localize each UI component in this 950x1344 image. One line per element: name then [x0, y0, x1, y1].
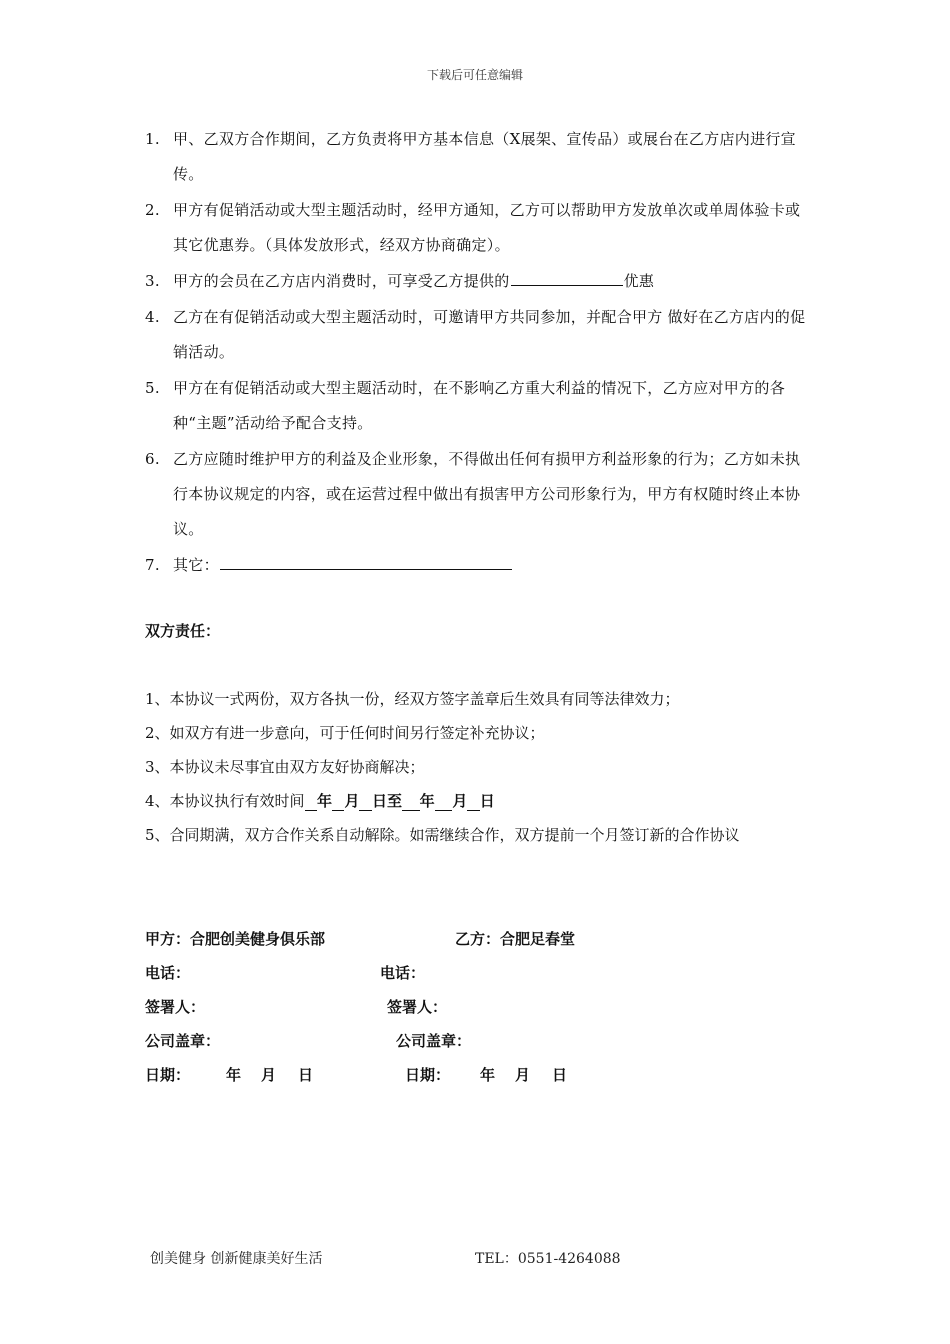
party-a-phone: 电话： — [145, 964, 191, 982]
duty-item-5: 5、合同期满，双方合作关系自动解除。如需继续合作，双方提前一个月签订新的合作协议 — [145, 826, 740, 844]
clause-number: 1. — [145, 130, 160, 148]
date-month: 月 — [261, 1066, 277, 1084]
footer-tel: TEL：0551-4264088 — [475, 1251, 621, 1267]
date-label: 日期： — [405, 1066, 451, 1084]
date-month: 月 — [515, 1066, 531, 1084]
clause-5 — [145, 371, 810, 441]
fill-in-blank — [220, 551, 512, 570]
clause-text-after: 优惠 — [623, 272, 655, 290]
date-day: 日 — [552, 1066, 568, 1084]
date-blank — [402, 792, 420, 811]
duty-item-4-prefix: 4、本协议执行有效时间 — [145, 792, 305, 810]
clause-text: 甲、乙双方合作期间，乙方负责将甲方基本信息（X展架、宣传品）或展台在乙方店内进行宣传。 — [173, 130, 796, 183]
date-day: 日 — [298, 1066, 314, 1084]
clause-number: 7. — [145, 556, 160, 574]
responsibilities-heading: 双方责任： — [145, 622, 221, 640]
party-b-name: 乙方：合肥足春堂 — [455, 930, 576, 948]
date-blank — [305, 792, 317, 811]
duty-item-2: 2、如双方有进一步意向，可于任何时间另行签定补充协议； — [145, 724, 545, 742]
header-note: 下载后可任意编辑 — [426, 68, 523, 82]
date-label: 日期： — [145, 1066, 191, 1084]
fill-in-blank — [511, 267, 623, 286]
clause-4 — [145, 300, 810, 370]
footer-slogan: 创美健身 创新健康美好生活 — [150, 1251, 323, 1267]
date-day: 日 — [371, 792, 387, 810]
duty-item-4 — [145, 784, 825, 818]
clause-text: 甲方在有促销活动或大型主题活动时，在不影响乙方重大利益的情况下，乙方应对甲方的各种“主题”活动给予配合支持。 — [173, 379, 786, 432]
duty-item-3: 3、本协议未尽事宜由双方友好协商解决； — [145, 758, 425, 776]
clause-list — [145, 122, 810, 584]
clause-7 — [145, 548, 810, 583]
date-month: 月 — [452, 792, 468, 810]
clause-6 — [145, 442, 810, 547]
clause-text: 乙方应随时维护甲方的利益及企业形象，不得做出任何有损甲方利益形象的行为；乙方如未执行本协议规定的内容，或在运营过程中做出有损害甲方公司形象行为，甲方有权随时终止本协议。 — [173, 450, 801, 538]
clause-number: 4. — [145, 308, 160, 326]
clause-2 — [145, 193, 810, 263]
party-b-phone: 电话： — [380, 964, 426, 982]
party-b-date — [405, 1064, 567, 1085]
date-year: 年 — [317, 792, 333, 810]
party-a-date — [145, 1064, 313, 1085]
date-blank — [332, 792, 344, 811]
clause-text-before: 甲方的会员在乙方店内消费时，可享受乙方提供的 — [173, 272, 510, 290]
date-year: 年 — [480, 1066, 496, 1084]
clause-text: 其它： — [173, 556, 219, 574]
party-b-signer: 签署人： — [387, 998, 448, 1016]
party-a-seal: 公司盖章： — [145, 1032, 221, 1050]
clause-text: 乙方在有促销活动或大型主题活动时，可邀请甲方共同参加，并配合甲方 做好在乙方店内的促销活动。 — [173, 308, 806, 361]
date-day: 日 — [479, 792, 495, 810]
date-blank — [435, 792, 453, 811]
clause-number: 6. — [145, 450, 160, 468]
clause-3 — [145, 264, 810, 299]
clause-number: 2. — [145, 201, 160, 219]
date-year: 年 — [419, 792, 435, 810]
date-month: 月 — [344, 792, 360, 810]
party-b-seal: 公司盖章： — [396, 1032, 472, 1050]
responsibilities-list — [145, 682, 825, 852]
date-blank — [467, 792, 479, 811]
clause-number: 3. — [145, 272, 160, 290]
date-blank — [359, 792, 371, 811]
party-a-name: 甲方：合肥创美健身俱乐部 — [145, 930, 326, 948]
clause-number: 5. — [145, 379, 160, 397]
date-to: 至 — [386, 792, 402, 810]
party-a-signer: 签署人： — [145, 998, 206, 1016]
date-year: 年 — [226, 1066, 242, 1084]
duty-item-1: 1、本协议一式两份，双方各执一份，经双方签字盖章后生效具有同等法律效力； — [145, 690, 680, 708]
clause-1 — [145, 122, 810, 192]
clause-text: 甲方有促销活动或大型主题活动时，经甲方通知，乙方可以帮助甲方发放单次或单周体验卡或其它优惠券。（具体发放形式，经双方协商确定）。 — [173, 201, 801, 254]
